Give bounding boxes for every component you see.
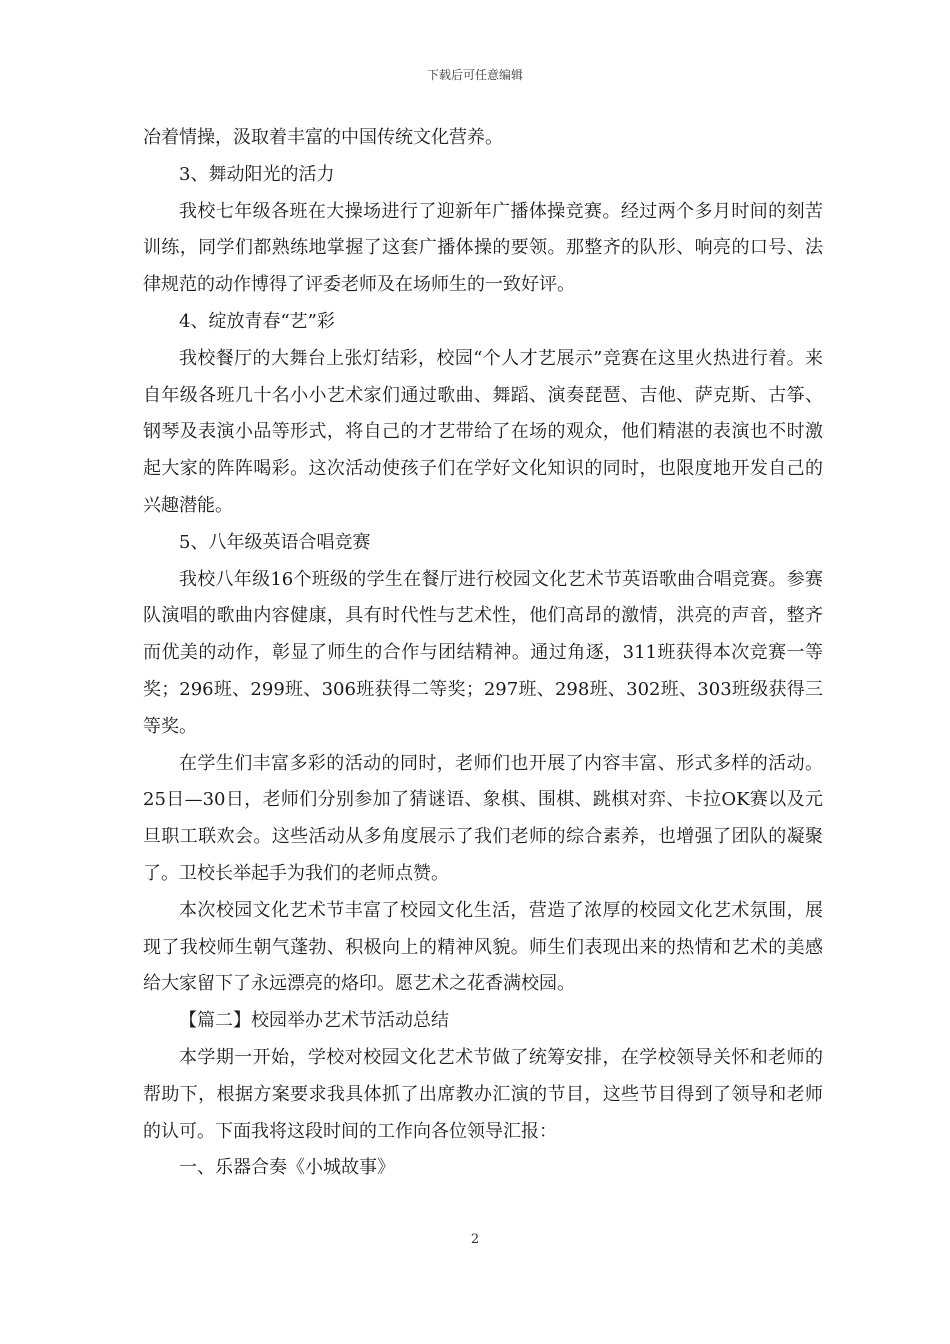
section-heading: 4、绽放青春“艺”彩	[179, 310, 335, 332]
paragraph: 本学期一开始，学校对校园文化艺术节做了统筹安排，在学校领导关怀和老师的帮助下，根据方案要求我具体抓了出席教办汇演的节目，这些节目得到了领导和老师的认可。下面我将这段时间的工作向各位领导汇报：	[143, 1046, 823, 1142]
section-heading: 5、八年级英语合唱竞赛	[179, 531, 371, 553]
paragraph: 我校七年级各班在大操场进行了迎新年广播体操竞赛。经过两个多月时间的刻苦训练，同学们都熟练地掌握了这套广播体操的要领。那整齐的队形、响亮的口号、法律规范的动作博得了评委老师及在场师生的一致好评。	[143, 200, 823, 296]
page-number: 2	[470, 1232, 480, 1247]
section-heading: 一、乐器合奏《小城故事》	[179, 1157, 395, 1179]
paragraph: 我校餐厅的大舞台上张灯结彩，校园“个人才艺展示”竞赛在这里火热进行着。来自年级各班几十名小小艺术家们通过歌曲、舞蹈、演奏琵琶、吉他、萨克斯、古筝、钢琴及表演小品等形式，将自己的才艺带给了在场的观众，他们精湛的表演也不时激起大家的阵阵喝彩。这次活动使孩子们在学好文化知识的同时，也限度地开发自己的兴趣潜能。	[143, 347, 823, 516]
paragraph: 我校八年级16个班级的学生在餐厅进行校园文化艺术节英语歌曲合唱竞赛。参赛队演唱的歌曲内容健康，具有时代性与艺术性，他们高昂的激情，洪亮的声音，整齐而优美的动作，彰显了师生的合作与团结精神。通过角逐，311班获得本次竞赛一等奖；296班、299班、306班获得二等奖；297班、298班、302班、303班级获得三等奖。	[143, 568, 823, 737]
document-body	[143, 120, 823, 1187]
section-heading: 3、舞动阳光的活力	[179, 163, 335, 185]
paragraph: 在学生们丰富多彩的活动的同时，老师们也开展了内容丰富、形式多样的活动。25日—30日，老师们分别参加了猜谜语、象棋、围棋、跳棋对弈、卡拉OK赛以及元旦职工联欢会。这些活动从多角度展示了我们老师的综合素养，也增强了团队的凝聚了。卫校长举起手为我们的老师点赞。	[143, 752, 823, 884]
article-heading: 【篇二】校园举办艺术节活动总结	[179, 1010, 449, 1032]
paragraph: 冶着情操，汲取着丰富的中国传统文化营养。	[143, 127, 503, 148]
paragraph: 本次校园文化艺术节丰富了校园文化生活，营造了浓厚的校园文化艺术氛围，展现了我校师生朝气蓬勃、积极向上的精神风貌。师生们表现出来的热情和艺术的美感给大家留下了永远漂亮的烙印。愿艺术之花香满校园。	[143, 899, 823, 995]
page-header: 下载后可任意编辑	[426, 68, 523, 82]
